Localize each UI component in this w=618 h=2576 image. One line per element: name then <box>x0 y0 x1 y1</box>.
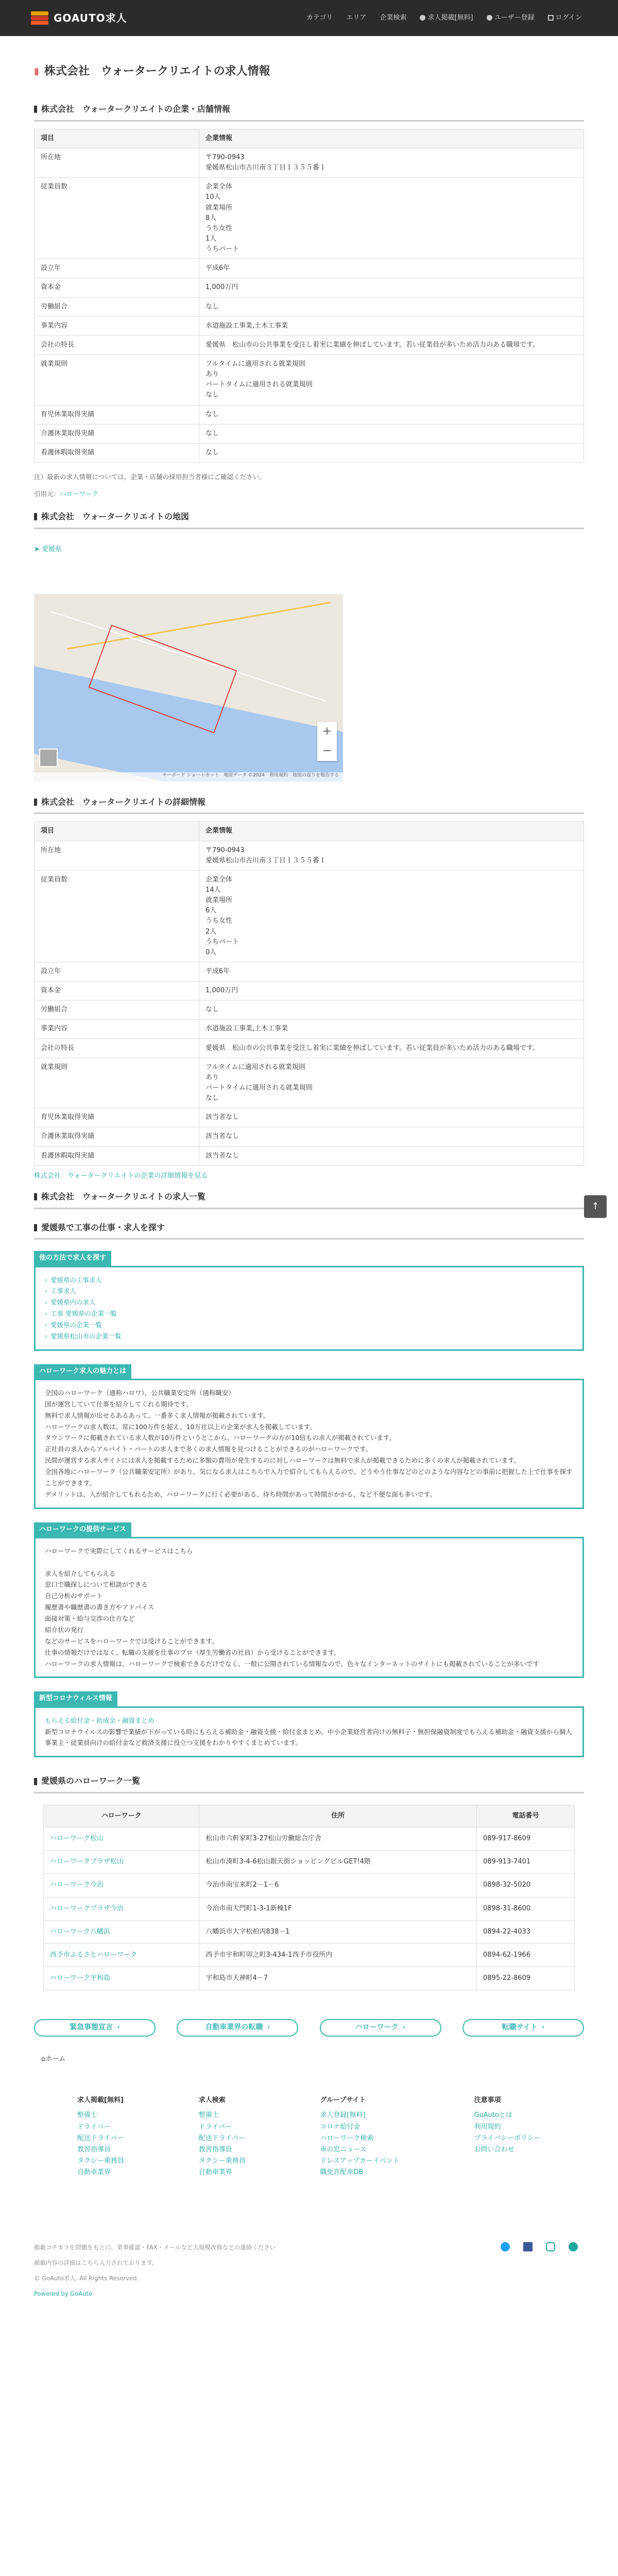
footer-column <box>77 2095 124 2178</box>
row-value: 愛媛県 松山市の公共事業を受注し着実に業績を伸ばしています。若い従業員が多いため活力のある職場です。 <box>199 335 584 354</box>
hellowork-address: 今治市南宝来町2－1－6 <box>199 1874 477 1897</box>
auto-career-button[interactable] <box>177 2019 298 2037</box>
row-key: 就業規則 <box>35 1058 199 1108</box>
nav-register-label: ユーザー登録 <box>494 13 535 22</box>
google-map[interactable] <box>34 575 343 782</box>
list-item[interactable] <box>45 1285 573 1297</box>
row-key: 事業内容 <box>35 1020 199 1039</box>
chevron-right-icon: › <box>402 2023 406 2032</box>
table-row <box>35 424 584 443</box>
breadcrumb <box>34 2054 584 2095</box>
row-value: 〒790-0943 愛媛県松山市古川南３丁目１３５５番１ <box>199 148 584 178</box>
page-title <box>34 63 584 80</box>
hellowork-rows <box>44 1827 575 1990</box>
footer-column <box>474 2095 541 2178</box>
section-marker-icon <box>34 106 37 113</box>
text-line: ハローワークで実際にしてくれるサービスはこちら <box>45 1547 193 1555</box>
hellowork-phone: 089-913-7401 <box>477 1851 575 1874</box>
company-info-heading-text: 株式会社 ウォータークリエイトの企業・店舗情報 <box>41 104 231 114</box>
footer-link[interactable]: ハローワーク検索 <box>320 2134 374 2142</box>
table-row <box>35 297 584 316</box>
footer-column <box>320 2095 400 2178</box>
source-link[interactable]: ハローワーク <box>60 490 99 498</box>
footer-column <box>199 2095 246 2178</box>
row-value: なし <box>199 405 584 424</box>
row-key: 育児休業取得実績 <box>35 405 199 424</box>
hellowork-phone: 0894-22-4033 <box>477 1920 575 1943</box>
powered-by: Powered by GoAuto <box>34 2290 92 2297</box>
hellowork-table <box>43 1805 575 1990</box>
list-item[interactable] <box>45 1308 573 1319</box>
login-icon <box>548 15 554 21</box>
search-link[interactable]: 愛媛県の工事求人 <box>50 1276 102 1284</box>
col-address: 住所 <box>199 1805 477 1827</box>
page-title-text: 株式会社 ウォータークリエイトの求人情報 <box>44 65 270 78</box>
pin-icon: ▮ <box>34 66 39 77</box>
hellowork-name[interactable]: ハローワーク八幡浜 <box>44 1920 199 1943</box>
table-row <box>35 1039 584 1058</box>
map-heading <box>34 506 584 529</box>
row-key: 従業員数 <box>35 870 199 962</box>
table-row <box>35 1020 584 1039</box>
table-header-row <box>44 1805 575 1827</box>
chevron-right-icon: › <box>45 1332 47 1340</box>
zoom-control[interactable] <box>317 722 337 761</box>
footer-link[interactable]: コロナ給付金 <box>320 2123 360 2131</box>
auto-career-button-label: 自動車業界の転職 <box>205 2023 263 2032</box>
disclaimer-note: 注）最新の求人情報については，企業・店舗の採用担当者様にご確認ください。 <box>34 472 266 481</box>
hellowork-services-box <box>34 1522 584 1679</box>
hellowork-features-title: ハローワーク求人の魅力とは <box>34 1364 131 1379</box>
footer-link[interactable]: ドライバー <box>198 2123 232 2131</box>
row-value: 企業全体 10人 就業場所 8人 うち女性 1人 うちパート <box>199 178 584 259</box>
row-value: なし <box>199 297 584 316</box>
table-row <box>35 870 584 962</box>
covid-text: 新型コロナウイルスの影響で業績が下がっている時にもらえる補助金・融資支援・給付金まとめ。中小企業経営者向けの無料子・無担保融資制度でもらえる補助金・融資支援から個人事業主・従業員向けの給付金など救済支援に役立つ支援をわかりやすくまとめています。 <box>45 1727 572 1747</box>
col-hellowork: ハローワーク <box>44 1805 199 1827</box>
text-line: 民間が運営する求人サイトには求人を掲載するために多額の費用が発生するのに対しハローワークは無料で求人が掲載できるために多くの求人が掲載されています。 <box>45 1456 521 1465</box>
site-logo[interactable] <box>31 10 127 26</box>
text-line: 無料で求人情報が出せるあるあって、一番多く求人情報が掲載されています。 <box>45 1411 270 1419</box>
logo-text: GOAUTO求人 <box>54 11 127 24</box>
footer-link[interactable]: 整備士 <box>77 2111 98 2120</box>
row-value: なし <box>199 443 584 462</box>
footer-link[interactable]: 教習指導員 <box>198 2145 232 2154</box>
jobs-heading-text: 株式会社 ウォータークリエイトの求人一覧 <box>41 1191 206 1201</box>
table-row <box>44 1827 575 1851</box>
hellowork-list-heading <box>34 1771 584 1793</box>
map-area-link-text: 愛媛県 <box>42 545 62 553</box>
chevron-right-icon: › <box>45 1310 47 1318</box>
nav-register[interactable] <box>487 13 535 23</box>
table-header-row <box>35 822 584 841</box>
career-site-button-label: 転職サイト <box>502 2023 538 2032</box>
row-value: 水道施設工事業,土木工事業 <box>199 1020 584 1039</box>
footer-link[interactable]: ドライバー <box>77 2123 111 2131</box>
twitter-icon[interactable] <box>501 2242 510 2251</box>
other-search-box <box>34 1251 584 1350</box>
hellowork-phone: 0894-62-1966 <box>477 1943 575 1967</box>
source-line <box>34 489 584 499</box>
hellowork-name[interactable]: ハローワークプラザ松山 <box>44 1851 199 1874</box>
nav-login-label: ログイン <box>555 13 582 22</box>
row-key: 事業内容 <box>35 316 199 335</box>
footer-link[interactable]: プライバシーポリシー <box>474 2134 541 2142</box>
text-line: 紹介状の発行 <box>45 1625 84 1634</box>
text-line: タウンワークに掲載されている求人数が10万件というとこから、ハローワークの方が10倍もの求人が掲載されています。 <box>45 1434 396 1442</box>
row-key: 所在地 <box>35 148 199 178</box>
table-header-row <box>35 129 584 148</box>
chevron-right-icon: › <box>45 1321 47 1329</box>
area-heading <box>34 1217 584 1240</box>
breadcrumb-home[interactable]: ホーム <box>45 2055 66 2063</box>
hellowork-address: 宇和島市天神町4－7 <box>199 1967 477 1990</box>
table-row <box>35 443 584 462</box>
footer-line: 掲載コチカラを問題をもとに、業事確認・FAX・メールなど大規模改修などの連絡ください <box>34 2244 276 2251</box>
map-canvas[interactable] <box>34 594 343 782</box>
text-line: 国が運営していて仕事を紹介してくれる期待です。 <box>45 1400 193 1408</box>
area-heading-text: 愛媛県で工事の仕事・求人を探す <box>41 1222 165 1232</box>
hellowork-phone: 089-917-8609 <box>477 1827 575 1851</box>
detail-rows <box>35 841 584 1165</box>
footer-link[interactable]: ドレスアップカーイベント <box>320 2157 400 2165</box>
footer-link[interactable]: 車の窓ニュース <box>320 2145 367 2154</box>
detail-heading-text: 株式会社 ウォータークリエイトの詳細情報 <box>41 796 206 807</box>
more-detail-link[interactable]: 株式会社 ウォータークリエイトの企業の詳細情報を見る <box>34 1172 208 1180</box>
row-key: 会社の特長 <box>35 335 199 354</box>
hellowork-name[interactable]: ハローワーク松山 <box>44 1827 199 1851</box>
row-key: 労働組合 <box>35 297 199 316</box>
row-value: 該当者なし <box>199 1146 584 1165</box>
row-key: 労働組合 <box>35 1001 199 1020</box>
text-line: 全国各地にハローワーク（公共職業安定所）があり、気になる求人はこちらで入力で紹介してもらえるので、どうやう仕事などのどのような内容などの事前に把握した上で仕事を探すことができます。 <box>45 1468 573 1487</box>
footer-columns <box>77 2095 541 2178</box>
row-key: 看護休暇取得実績 <box>35 443 199 462</box>
footer-link[interactable]: GoAutoとは <box>474 2111 512 2120</box>
logo-mark-icon <box>31 11 48 25</box>
text-line: 窓口で職探しについて相談ができる <box>45 1581 148 1589</box>
chevron-right-icon: › <box>541 2023 545 2032</box>
row-value: なし <box>199 424 584 443</box>
nav-area[interactable]: エリア <box>346 13 367 22</box>
covid-link[interactable]: もらえる給付金・助成金・融資まとめ <box>45 1716 154 1724</box>
chevron-right-icon: › <box>267 2023 270 2032</box>
nav-post-job[interactable] <box>420 13 473 23</box>
detail-heading <box>34 792 584 815</box>
text-line: 面接対策・給与交渉の仕方など <box>45 1615 135 1623</box>
section-marker-icon <box>34 799 37 806</box>
jobs-heading <box>34 1187 584 1209</box>
hellowork-address: 今治市南大門町1-3-1新棟1F <box>199 1897 477 1920</box>
bottom-button-row <box>34 2019 584 2037</box>
social-links <box>501 2242 578 2251</box>
user-icon <box>487 15 492 21</box>
text-line: 求人を紹介してもらえる <box>45 1569 116 1578</box>
chevron-right-icon: › <box>45 1298 47 1307</box>
table-row <box>35 962 584 981</box>
table-row <box>44 1943 575 1967</box>
footer-bottom <box>34 2240 584 2302</box>
company-info-table <box>34 129 584 463</box>
emergency-button[interactable] <box>34 2019 156 2037</box>
row-key: 介護休業取得実績 <box>35 1127 199 1146</box>
table-row <box>35 981 584 1001</box>
row-value: フルタイムに適用される就業規則 あり パートタイムに適用される就業規則 なし <box>199 355 584 405</box>
satellite-toggle[interactable] <box>39 749 58 767</box>
source-label: 引用元： <box>34 490 60 498</box>
table-row <box>44 1851 575 1874</box>
hellowork-name[interactable]: 西予市ふるさとハローワーク <box>44 1943 199 1967</box>
footer-link[interactable]: 求人登録[無料] <box>320 2111 366 2120</box>
main-content <box>34 36 584 1793</box>
text-line: ハローワークの求人数は、常に100万件を超え、10万社以上の企業が求人を掲載しています。 <box>45 1422 317 1431</box>
zoom-in-button[interactable]: + <box>322 724 332 738</box>
table-row <box>35 278 584 297</box>
detail-table <box>34 821 584 1165</box>
text-line: 履歴書や職歴書の書き方やアドバイス <box>45 1603 154 1612</box>
scroll-to-top-button[interactable]: ↑ <box>584 1195 607 1218</box>
table-row <box>44 1874 575 1897</box>
footer-line: 掲載内容の詳細はこちら入力されております。 <box>34 2259 158 2266</box>
nav-category[interactable]: カテゴリ <box>306 13 333 22</box>
other-search-list <box>45 1275 573 1342</box>
table-row <box>35 335 584 354</box>
user-icon <box>420 15 425 21</box>
row-value: フルタイムに適用される就業規則 あり パートタイムに適用される就業規則 なし <box>199 1058 584 1108</box>
hellowork-features-box <box>34 1364 584 1509</box>
footer-link[interactable]: 教習指導員 <box>77 2145 111 2154</box>
table-row <box>35 405 584 424</box>
table-row <box>35 178 584 259</box>
text-line: 全国のハローワーク（通称ハロワ），公共職業安定所（通称職安） <box>45 1388 235 1397</box>
hellowork-button-label: ハローワーク <box>355 2023 399 2032</box>
list-item[interactable] <box>45 1331 573 1342</box>
footer-column-title: グループサイト <box>320 2096 366 2105</box>
row-key: 就業規則 <box>35 355 199 405</box>
career-site-button[interactable] <box>462 2019 584 2037</box>
col-info: 企業情報 <box>199 129 584 148</box>
footer-link[interactable]: 利用規約 <box>474 2123 501 2131</box>
row-value: 平成6年 <box>199 962 584 981</box>
table-row <box>35 1146 584 1165</box>
row-value: 企業全体 14人 就業場所 6人 うち女性 2人 うちパート 0人 <box>199 870 584 962</box>
map-heading-text: 株式会社 ウォータークリエイトの地図 <box>41 511 190 521</box>
table-row <box>35 1127 584 1146</box>
table-row <box>35 1108 584 1127</box>
hellowork-address: 西予市宇和町卯之町3-434-1西予市役所内 <box>199 1943 477 1967</box>
col-info: 企業情報 <box>199 822 584 841</box>
table-row <box>35 259 584 278</box>
row-key: 従業員数 <box>35 178 199 259</box>
facebook-icon[interactable] <box>523 2242 533 2251</box>
chevron-right-icon: › <box>45 1276 47 1284</box>
nav-company-search[interactable]: 企業検索 <box>380 13 407 22</box>
hellowork-address: 松山市六軒家町3-27松山労働総合庁舎 <box>199 1827 477 1851</box>
footer-link[interactable]: 配送ドライバー <box>198 2134 246 2142</box>
footer-link[interactable]: 自動車業界 <box>198 2168 232 2176</box>
table-row <box>44 1967 575 1990</box>
covid-box <box>34 1691 584 1757</box>
table-row <box>35 1058 584 1108</box>
hellowork-features-body <box>36 1380 582 1507</box>
row-key: 設立年 <box>35 259 199 278</box>
table-row <box>44 1920 575 1943</box>
col-phone: 電話番号 <box>477 1805 575 1827</box>
text-line <box>45 1557 573 1568</box>
chevron-right-icon: › <box>45 1287 47 1295</box>
col-item: 項目 <box>35 129 199 148</box>
col-item: 項目 <box>35 822 199 841</box>
row-value: 該当者なし <box>199 1127 584 1146</box>
row-key: 看護休暇取得実績 <box>35 1146 199 1165</box>
row-key: 育児休業取得実績 <box>35 1108 199 1127</box>
search-link[interactable]: 工事 愛媛県の企業一覧 <box>50 1310 117 1318</box>
hellowork-phone: 0895-22-8609 <box>477 1967 575 1990</box>
hellowork-button[interactable] <box>320 2019 441 2037</box>
text-line: ハローワークの求人情報は、ハローワークで検索できるだけでなく、一般に公開されている情報なので、色々なインターネットのサイトにも掲載されていることが多いです <box>45 1659 540 1668</box>
table-row <box>35 1001 584 1020</box>
hellowork-name[interactable]: ハローワーク宇和島 <box>44 1967 199 1990</box>
text-line: 自己分析のサポート <box>45 1592 103 1600</box>
footer-link[interactable]: タクシー乗務員 <box>77 2157 125 2165</box>
list-item[interactable] <box>45 1275 573 1286</box>
emergency-button-label: 緊急事態宣言 <box>70 2023 113 2032</box>
instagram-icon[interactable] <box>546 2242 555 2251</box>
row-key: 介護休業取得実績 <box>35 424 199 443</box>
nav-post-job-label: 求人掲載[無料] <box>427 13 473 22</box>
row-key: 資本金 <box>35 278 199 297</box>
search-link[interactable]: 愛媛県内の求人 <box>50 1298 96 1307</box>
hellowork-services-body <box>36 1538 582 1677</box>
search-link[interactable]: 愛媛県の企業一覧 <box>50 1321 102 1329</box>
row-value: 平成6年 <box>199 259 584 278</box>
zoom-out-button[interactable]: − <box>322 744 332 757</box>
hellowork-address: 松山市湊町3-4-6松山銀天街ショッピングビルGET!4階 <box>199 1851 477 1874</box>
map-footer: キーボード ショートカット 地図データ ©2024 利用規約 地図の誤りを報告する <box>34 772 343 782</box>
row-value: 愛媛県 松山市の公共事業を受注し着実に業績を伸ばしています。若い従業員が多いため活力のある職場です。 <box>199 1039 584 1058</box>
section-marker-icon <box>34 1224 37 1231</box>
table-row <box>35 355 584 405</box>
hellowork-name[interactable]: ハローワーク今治 <box>44 1874 199 1897</box>
footer-link[interactable]: 整備士 <box>198 2111 219 2120</box>
copyright: © GoAuto求人. All Rights Reserved. <box>34 2274 139 2282</box>
table-row <box>44 1897 575 1920</box>
footer-link[interactable]: 職免許配車DB <box>320 2168 364 2176</box>
row-value: 1,000万円 <box>199 278 584 297</box>
row-key: 会社の特長 <box>35 1039 199 1058</box>
section-marker-icon <box>34 1778 37 1785</box>
hellowork-services-title: ハローワークの提供サービス <box>34 1522 131 1537</box>
company-info-heading <box>34 99 584 122</box>
footer-link[interactable]: 自動車業界 <box>77 2168 111 2176</box>
row-key: 資本金 <box>35 981 199 1001</box>
map-area-link[interactable]: ➤ 愛媛県 <box>34 545 62 553</box>
search-link[interactable]: 愛媛県松山市の企業一覧 <box>50 1332 122 1340</box>
table-row <box>35 841 584 870</box>
map-topbar <box>34 575 343 594</box>
covid-title: 新型コロナウィルス情報 <box>34 1691 117 1706</box>
hellowork-phone: 0898-31-8600 <box>477 1897 575 1920</box>
list-item[interactable] <box>45 1297 573 1308</box>
text-line: 正社員の求人からアルバイト・パートの求人まで多くの求人情報を見つけることができるのがハローワークです。 <box>45 1445 372 1453</box>
row-value: なし <box>199 1001 584 1020</box>
list-item[interactable] <box>45 1319 573 1331</box>
table-row <box>35 148 584 178</box>
footer-link[interactable]: 配送ドライバー <box>77 2134 124 2142</box>
main-nav <box>306 0 582 36</box>
pinterest-icon[interactable] <box>569 2242 578 2251</box>
section-marker-icon <box>34 1193 37 1200</box>
row-value: 水道施設工事業,土木工事業 <box>199 316 584 335</box>
top-navbar <box>0 0 618 36</box>
footer-link[interactable]: お問い合わせ <box>474 2145 514 2154</box>
text-line: などのサービスをハローワークでは受けることができます。 <box>45 1637 218 1645</box>
hellowork-name[interactable]: ハローワークプラザ今治 <box>44 1897 199 1920</box>
nav-login[interactable] <box>548 13 582 23</box>
footer-column-title: 求人検索 <box>198 2096 226 2105</box>
hellowork-list-heading-text: 愛媛県のハローワーク一覧 <box>41 1776 141 1786</box>
row-value: 〒790-0943 愛媛県松山市古川南３丁目１３５５番１ <box>199 841 584 870</box>
row-key: 設立年 <box>35 962 199 981</box>
row-key: 所在地 <box>35 841 199 870</box>
footer-column-title: 注意事項 <box>474 2096 501 2105</box>
text-line: 仕事の情報だけではなく、転職の支援を仕事のプロ（厚生労働省の社員）から受けることができます。 <box>45 1648 340 1656</box>
hellowork-address: 八幡浜市大字松柏丙838－1 <box>199 1920 477 1943</box>
search-link[interactable]: 工事求人 <box>50 1287 77 1295</box>
row-value: 1,000万円 <box>199 981 584 1001</box>
footer-column-title: 求人掲載[無料] <box>77 2096 124 2105</box>
footer-link[interactable]: タクシー乗務員 <box>198 2157 246 2165</box>
company-rows <box>35 148 584 463</box>
section-marker-icon <box>34 513 37 520</box>
other-search-title: 他の方法で求人を探す <box>34 1251 111 1265</box>
hellowork-phone: 0898-32-5020 <box>477 1874 575 1897</box>
home-icon: ⌂ <box>41 2055 46 2063</box>
row-value: 該当者なし <box>199 1108 584 1127</box>
table-row <box>35 316 584 335</box>
text-line: デメリットは、入が紹介してもれるため、ハローワークに行く必要がある、待ち時間があって時間がかかる、など不便な面も多いです。 <box>45 1490 436 1498</box>
chevron-right-icon: › <box>117 2023 120 2032</box>
